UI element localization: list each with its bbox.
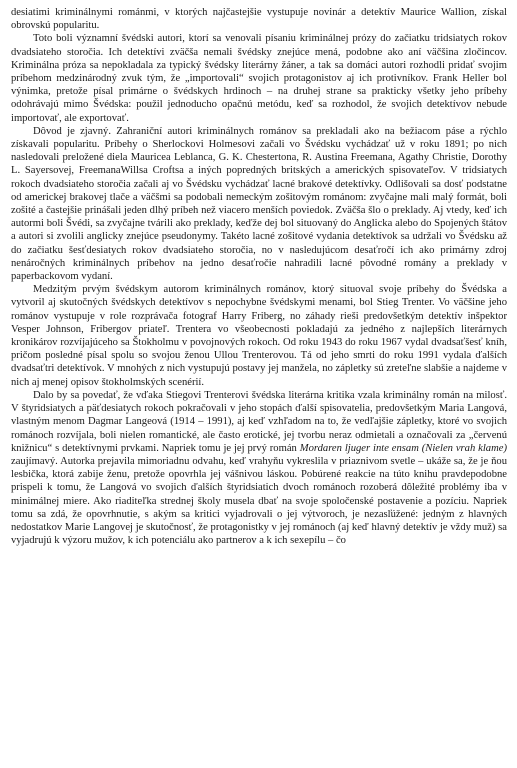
paragraph-maria-lang-part-1: Dalo by sa povedať, že vďaka Stiegovi Trenterovi švédska literárna kritika vzala kriminálny román na milosť. V štyridsiatych a päťdesiatych rokoch pokračovali v jeho stopách ďalší spisovatelia, predovšetkým Maria Langová, vlastným menom Dagmar Langeová (1914 – 1991), aj keď vzhľadom na to, že vedľajšie zápletky, ktoré vo svojich románoch rozvíjala, boli nielen romantické, ale často erotické, jej tvorbu neraz odmietali a označovali za „červenú knižnicu“ s detektívnymi prvkami. Napriek tomu je jej prvý román — [11, 389, 507, 454]
paragraph-swedish-authors: Toto boli významní švédski autori, ktorí sa venovali písaniu kriminálnej prózy do začiatku tridsiatych rokov dvadsiateho storočia. Ich detektívi zväčša nemali švédsky znejúce mená, podobne ako aní väčšina zločincov. Kriminálna próza sa nepokladala za typický švédsky literárny žáner, a tak sa domáci autori rozhodli pridať svojim príbehom medzinárodný zvuk tým, že „importovali“ svojich protagonistov aj ich protivníkov. Frank Heller bol výnimka, pretože písal primárne o švédskych hrdinoch – na druhej strane sa prakticky všetky jeho príbehy odohrávajú mimo Švédska: použil jednoducho opačnú metódu, keď sa rozhodol, že svojich detektívov nebude importovať, ale exportovať. — [11, 33, 507, 124]
paragraph-stieg-trenter: Medzitým prvým švédskym autorom kriminálnych románov, ktorý situoval svoje príbehy do Švédska a vytvoril aj skutočných švédskych detektívov s nepochybne švédskymi menami, bol Stieg Trenter. Vo väčšine jeho románov vystupuje v role rozprávača fotograf Harry Friberg, no záhady rieši predovšetkým detektív inšpektor Vesper Johnson, Fribergov priateľ. Trentera vo všeobecnosti pokladajú za jedného z najlepších literárnych kronikárov rozvíjajúceho sa Štokholmu v povojnových rokoch. Od roku 1943 do roku 1967 vydal dvadsaťšesť kníh, pričom posledné písal spolu so svojou ženou Ullou Trenterovou. Tá od jeho smrti do roku 1991 vydala ďalších dvadsaťtri detektívok. V mnohých z nich vystupujú postavy jej manžela, no zápletky sú zreteľne slabšie a najdeme v nich aj menej opisov štokholmských scenérií. — [11, 284, 507, 388]
paragraph-maria-lang-part-2: zaujímavý. Autorka prejavila mimoriadnu odvahu, keď vrahyňu vykreslila v priaznivom svetle – ukáže sa, že je ňou lesbička, ktorá zabije ženu, pretože opovrhla jej vášnivou láskou. Pobúrené reakcie na túto knihu pravdepodobne prispeli k tomu, že Langová vo svojich ďalších štyridsiatich dvoch románoch rozoberá dôležité problémy iba v minimálnej miere. Ako riaditeľka strednej školy musela dbať na svoje spoločenské postavenie a pozíciu. Napriek tomu sa zdá, že opovrhnutie, s akým sa kritici vyjadrovali o jej výtvoroch, je nezasl̕úžené: jedným z hlavných nedostatkov Marie Langovej je skutočnosť, že protagonistky v jej románoch (aj keď hlavný detektív je vždy muž) sa vyjadrujú k výzoru mužov, k ich potenciálu ako partnerov a k ich sexepílu – čo — [11, 455, 507, 547]
paragraph-maria-lang — [11, 389, 507, 547]
paragraph-foreign-translations: Dôvod je zjavný. Zahraniční autori kriminálnych románov sa prekladali ako na bežiacom páse a rýchlo získavali popularitu. Príbehy o Sherlockovi Holmesovi začali vo Švédsku vychádzať už v roku 1891; po nich nasledovali preložené diela Mauricea Leblanca, G. K. Chestertona, R. Austina Freemana, Agathy Christie, Dorothy L. Sayersovej, FreemanaWillsa Croftsa a iných popredných britských a amerických spisovateľov. V tridsiatych rokoch dvadsiateho storočia začali aj vo Švédsku vychádzať lacné brakové detektívky. Odlišovali sa dosť podstatne od americkej brakovej tlače a väčšmi sa podobali nemeckým zošitovým románom: zvyčajne mali malý formát, boli zošité a častejšie prinášali jeden dlhý príbeh než viacero menších poviedok. Zväčša šlo o preklady. Aj vtedy, keď ich autormi boli Švédi, sa zvyčajne tvárili ako preklady, keďže dej bol situovaný do Anglicka alebo do Spojených štátov a autori si zvolili anglicky znejúce pseudonymy. Takéto lacné zošitové vydania detektívok sa udržali vo Švédsku až do začiatku šesťdesiatych rokov dvadsiateho storočia, no v nasledujúcom desaťročí ich ako primárny zdroj nenáročných kriminálnych príbehov na jedno desaťročie nahradili lacné pôvodné romány a preklady v paperbackovom vydaní. — [11, 125, 507, 283]
paragraph-trenter-intro-end: desiatimi kriminálnymi románmi, v ktorých najčastejšie vystupuje novinár a detektív Maurice Wallion, získal obrovskú popularitu. — [11, 7, 507, 32]
book-title-italic: Mordaren ljuger inte ensam (Nielen vrah klame) — [299, 442, 507, 454]
